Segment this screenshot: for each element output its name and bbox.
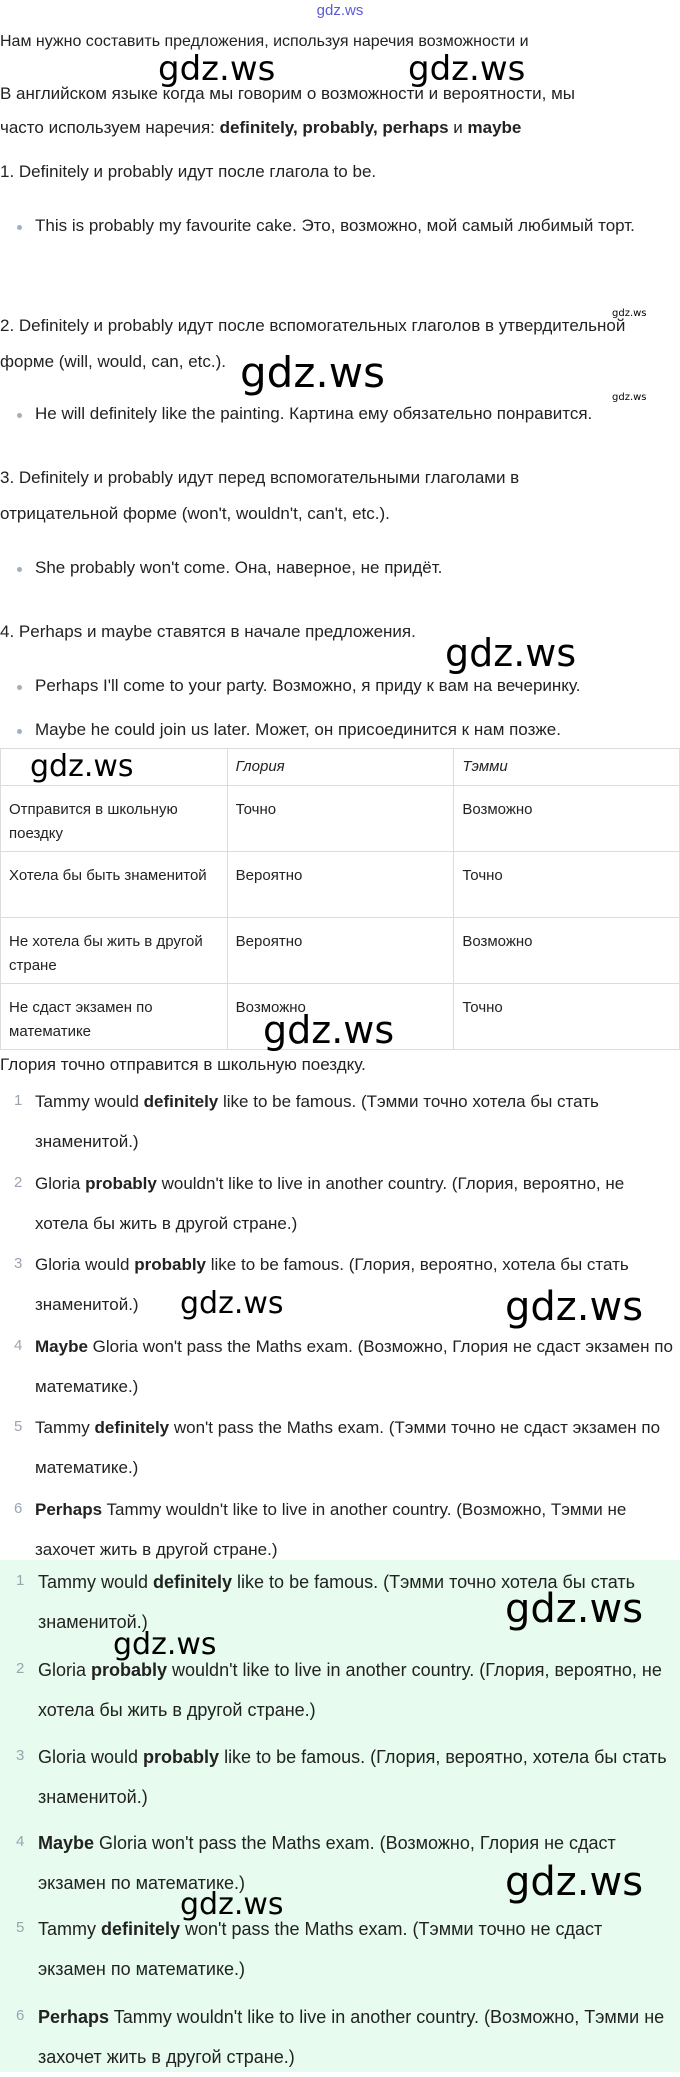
rule-4: 4. Perhaps и maybe ставятся в начале предложения. — [0, 622, 416, 641]
answer-text: like to be famous. (Глория, вероятно, хотела бы стать знаменитой.) — [38, 1747, 667, 1807]
answer-text: Tammy wouldn't like to live in another country. (Возможно, Тэмми не захочет жить в другой стране.) — [38, 2007, 665, 2067]
table-header: Тэмми — [454, 749, 680, 786]
answer-number: 4 — [16, 1833, 25, 1850]
watermark: gdz.ws — [445, 631, 577, 675]
answer-text: like to be famous. (Тэмми точно хотела бы стать знаменитой.) — [38, 1572, 635, 1632]
answer-adverb: probably — [85, 1174, 157, 1193]
watermark: gdz.ws — [505, 1586, 644, 1632]
intro-prefix: часто используем наречия: — [0, 118, 220, 137]
answer-adverb: definitely — [153, 1572, 233, 1592]
watermark: gdz.ws — [180, 1887, 284, 1922]
table-cell: Возможно — [454, 918, 680, 984]
table-cell: Не сдаст экзамен по математике — [1, 984, 228, 1050]
table-cell: Возможно — [454, 786, 680, 852]
rule-3-example: She probably won't come. Она, наверное, не придёт. — [35, 558, 443, 577]
table-cell: Хотела бы быть знаменитой — [1, 852, 228, 918]
site-link[interactable]: gdz.ws — [316, 2, 364, 19]
watermark: gdz.ws — [113, 1627, 217, 1662]
table-row — [1, 852, 680, 918]
answer-text: wouldn't like to live in another country. (Глория, вероятно, не хотела бы жить в другой стране.) — [38, 1660, 662, 1720]
answer-text: wouldn't like to live in another country. (Глория, вероятно, не хотела бы жить в другой стране.) — [35, 1174, 625, 1233]
answer-number: 5 — [14, 1418, 23, 1435]
table-cell: Точно — [454, 852, 680, 918]
rule-3: 3. Definitely и probably идут перед вспомогательными глаголами в отрицательной форме (won't, wouldn't, can't, etc.). — [0, 468, 520, 523]
answer-item — [38, 1650, 668, 1730]
bullet-dot — [17, 413, 22, 418]
rule-4-example-1: Perhaps I'll come to your party. Возможно, я приду к вам на вечеринку. — [35, 676, 581, 695]
intro-and: и — [448, 118, 468, 137]
table-cell: Вероятно — [227, 852, 454, 918]
table-cell: Возможно — [227, 984, 454, 1050]
table-cell: Вероятно — [227, 918, 454, 984]
answer-adverb: definitely — [94, 1418, 170, 1437]
table-cell: Точно — [454, 984, 680, 1050]
watermark: gdz.ws — [240, 348, 385, 397]
answer-item — [35, 1490, 675, 1570]
answer-item — [35, 1082, 675, 1162]
answer-text: won't pass the Maths exam. (Тэмми точно не сдаст экзамен по математике.) — [35, 1418, 661, 1477]
answer-adverb: definitely — [143, 1092, 219, 1111]
bullet-dot — [17, 729, 22, 734]
adverb-table — [0, 748, 680, 1050]
answer-text: Gloria won't pass the Maths exam. (Возможно, Глория не сдаст экзамен по математике.) — [38, 1833, 616, 1893]
answer-text: Tammy would — [35, 1092, 144, 1111]
answer-text: Tammy would — [38, 1572, 154, 1592]
answer-item — [35, 1408, 675, 1488]
answer-number: 5 — [16, 1919, 25, 1936]
answer-number: 1 — [14, 1092, 23, 1109]
answer-adverb: Perhaps — [38, 2007, 110, 2027]
watermark: gdz.ws — [158, 49, 276, 89]
answer-text: Gloria — [38, 1660, 92, 1680]
intro-maybe: maybe — [467, 118, 522, 137]
intro-line-1: Нам нужно составить предложения, используя наречия возможности и — [0, 33, 529, 50]
answer-adverb: definitely — [101, 1919, 181, 1939]
rule-4-example-2: Maybe he could join us later. Может, он присоединится к нам позже. — [35, 720, 561, 739]
table-row — [1, 918, 680, 984]
answer-number: 4 — [14, 1337, 23, 1354]
answer-adverb: probably — [143, 1747, 220, 1767]
table-cell: Отправится в школьную поездку — [1, 786, 228, 852]
intro-adverbs: definitely, probably, perhaps — [219, 118, 449, 137]
answer-adverb: probably — [134, 1255, 207, 1274]
rule-2: 2. Definitely и probably идут после вспомогательных глаголов в утвердительной форме (will, would, can, etc.). — [0, 316, 626, 371]
bullet-dot — [17, 567, 22, 572]
answer-adverb: Maybe — [38, 1833, 95, 1853]
table-cell: Точно — [227, 786, 454, 852]
bullet-dot — [17, 685, 22, 690]
answer-number: 2 — [16, 1660, 25, 1677]
intro-line-2: В английском языке когда мы говорим о возможности и вероятности, мы — [0, 84, 575, 103]
answer-item — [38, 1997, 668, 2077]
bullet-dot — [17, 225, 22, 230]
answer-number: 6 — [16, 2007, 25, 2024]
watermark: gdz.ws — [612, 392, 647, 403]
watermark: gdz.ws — [263, 1008, 395, 1052]
rule-1: 1. Definitely и probably идут после глагола to be. — [0, 162, 377, 181]
answer-adverb: Maybe — [35, 1337, 88, 1356]
answer-item — [35, 1327, 675, 1407]
watermark: gdz.ws — [180, 1286, 284, 1321]
example-sentence: Глория точно отправится в школьную поездку. — [0, 1055, 366, 1074]
watermark: gdz.ws — [408, 49, 526, 89]
table-header: Глория — [227, 749, 454, 786]
intro-line-3 — [0, 110, 521, 146]
answer-text: Gloria would — [38, 1747, 144, 1767]
watermark: gdz.ws — [505, 1859, 644, 1905]
answer-adverb: probably — [91, 1660, 168, 1680]
answer-text: Tammy wouldn't like to live in another country. (Возможно, Тэмми не захочет жить в другой стране.) — [35, 1500, 627, 1559]
answer-text: like to be famous. (Глория, вероятно, хотела бы стать знаменитой.) — [35, 1255, 629, 1314]
answer-text: Tammy — [35, 1418, 95, 1437]
answer-number: 3 — [16, 1747, 25, 1764]
answer-text: won't pass the Maths exam. (Тэмми точно не сдаст экзамен по математике.) — [38, 1919, 603, 1979]
answer-number: 2 — [14, 1174, 23, 1191]
answer-item — [38, 1909, 668, 1989]
table-row — [1, 786, 680, 852]
watermark: gdz.ws — [30, 749, 134, 784]
answer-item — [38, 1737, 668, 1817]
answer-number: 3 — [14, 1255, 23, 1272]
answer-text: Tammy — [38, 1919, 101, 1939]
answer-text: like to be famous. (Тэмми точно хотела бы стать знаменитой.) — [35, 1092, 599, 1151]
answer-adverb: Perhaps — [35, 1500, 103, 1519]
answer-text: Gloria — [35, 1174, 86, 1193]
answer-text: Gloria would — [35, 1255, 135, 1274]
answer-number: 6 — [14, 1500, 23, 1517]
answer-number: 1 — [16, 1572, 25, 1589]
answer-item — [35, 1164, 675, 1244]
answer-text: Gloria won't pass the Maths exam. (Возможно, Глория не сдаст экзамен по математике.) — [35, 1337, 673, 1396]
watermark: gdz.ws — [505, 1284, 644, 1330]
watermark: gdz.ws — [612, 308, 647, 319]
table-cell: Не хотела бы жить в другой стране — [1, 918, 228, 984]
rule-1-example: This is probably my favourite cake. Это, возможно, мой самый любимый торт. — [35, 216, 635, 235]
rule-2-example: He will definitely like the painting. Картина ему обязательно понравится. — [35, 404, 593, 423]
